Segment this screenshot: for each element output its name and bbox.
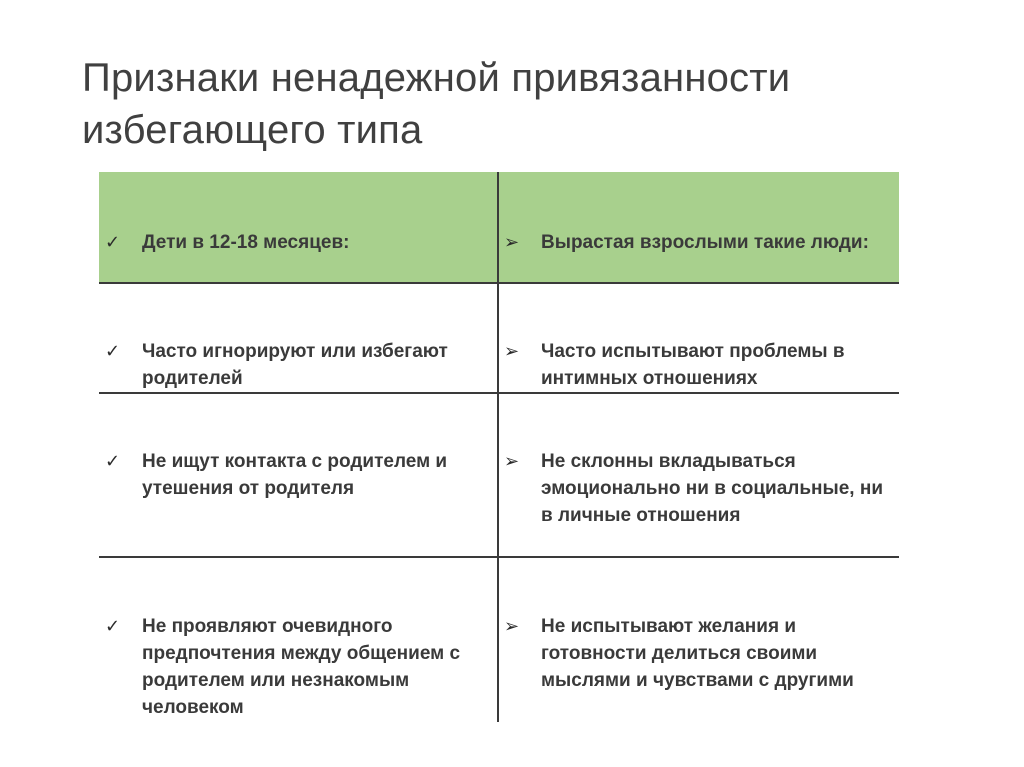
row-1-left-text: Часто игнорируют или избегают родителей [142,341,448,389]
arrow-bullet-icon: ➢ [504,341,520,361]
column-divider [497,172,499,722]
header-left-text: Дети в 12-18 месяцев: [142,232,350,253]
comparison-table [99,172,899,722]
header-cell-children [105,229,490,256]
row-3-right-text: Не испытывают желания и готовности делиться своими мыслями и чувствами с другими [541,616,854,691]
table-row-2-left [105,448,490,502]
table-header-background [99,172,899,283]
arrow-bullet-icon: ➢ [504,616,520,636]
row-divider [99,556,899,558]
table-row-3-left [105,613,490,721]
table-row-3-right [504,613,899,694]
arrow-bullet-icon: ➢ [504,232,520,252]
header-cell-adults [504,229,899,256]
row-divider [99,392,899,394]
arrow-bullet-icon: ➢ [504,451,520,471]
slide-title [82,52,982,156]
header-right-text: Вырастая взрослыми такие люди: [541,232,869,253]
row-2-right-text: Не склонны вкладываться эмоционально ни в социальные, ни в личные отношения [541,451,883,526]
table-row-1-left [105,338,490,392]
checkmark-icon: ✓ [105,232,121,252]
table-row-2-right [504,448,899,529]
checkmark-icon: ✓ [105,616,121,636]
slide-title-line-2: избегающего типа [82,108,423,152]
row-2-left-text: Не ищут контакта с родителем и утешения от родителя [142,451,448,499]
row-3-left-text: Не проявляют очевидного предпочтения между общением с родителем или незнакомым человеком [142,616,461,718]
checkmark-icon: ✓ [105,451,121,471]
slide-title-line-1: Признаки ненадежной привязанности [82,56,791,100]
checkmark-icon: ✓ [105,341,121,361]
table-row-1-right [504,338,899,392]
row-divider [99,282,899,284]
row-1-right-text: Часто испытывают проблемы в интимных отношениях [541,341,845,389]
